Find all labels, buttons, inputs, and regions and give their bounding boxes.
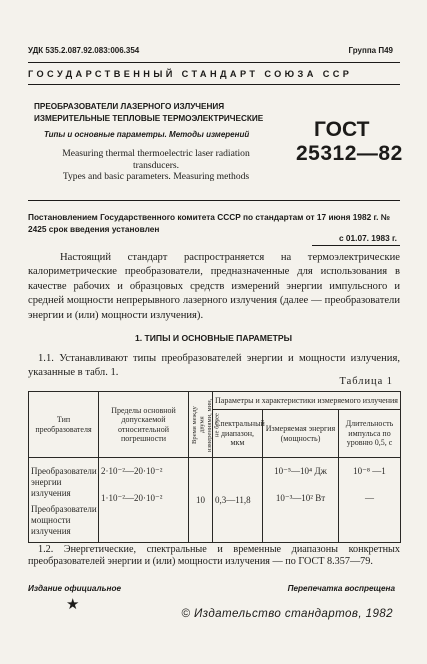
state-standard-heading: ГОСУДАРСТВЕННЫЙ СТАНДАРТ СОЮЗА ССР xyxy=(28,69,353,79)
official-edition: Издание официальное xyxy=(28,584,121,593)
decree-text: Постановлением Государственного комитета СССР по стандартам от 17 июня 1982 г. № 2425 срок введения установлен xyxy=(28,212,391,234)
copyright: © Издательство стандартов, 1982 xyxy=(181,607,393,620)
paragraph-1-2: 1.2. Энергетические, спектральные и временные диапазоны конкретных преобразователей энергии и (или) мощности излучения — по ГОСТ 8.357—79. xyxy=(28,544,400,568)
table-caption: Таблица 1 xyxy=(339,376,393,387)
header-spectral: Спектральный диапазон, мкм xyxy=(213,410,263,458)
heading-rule xyxy=(28,84,400,85)
header-type: Тип преобразователя xyxy=(29,392,99,458)
row-measured-power: 10⁻³—10² Вт xyxy=(275,493,326,503)
title-russian: ПРЕОБРАЗОВАТЕЛИ ЛАЗЕРНОГО ИЗЛУЧЕНИЯ ИЗМЕРИТЕЛЬНЫЕ ТЕПЛОВЫЕ ТЕРМОЭЛЕКТРИЧЕСКИЕ xyxy=(34,102,264,123)
paragraph-1-1: 1.1. Устанавливают типы преобразователей энергии и мощности излучения, указанные в табл. 1. xyxy=(28,353,400,379)
time-value: 10 xyxy=(189,458,213,543)
header-radiation-group: Параметры и характеристики измеряемого излучения xyxy=(213,392,401,410)
row-type-power: Преобразователи мощности излучения xyxy=(31,504,97,536)
group-code: Группа П49 xyxy=(348,46,393,55)
table-row xyxy=(263,458,339,543)
date-rule xyxy=(312,245,400,246)
header-time: Время между двумя измерениями, мин, не более xyxy=(189,392,213,458)
header-duration: Длительность импульса по уровню 0,5, с xyxy=(339,410,401,458)
row-error-power: 1·10⁻²—20·10⁻² xyxy=(101,493,163,503)
top-rule xyxy=(28,62,400,63)
effective-date: с 01.07. 1983 г. xyxy=(339,233,397,243)
row-duration-power: — xyxy=(365,493,374,503)
udk-code: УДК 535.2.087.92.083:006.354 xyxy=(28,46,140,55)
intro-paragraph: Настоящий стандарт распространяется на термоэлектрические калориметрические преобразователи, предназначенные для использования в качестве рабочих и образцовых средств измерений энергии импульсного и средней мощности непрерывного лазерного излучения (далее — преобразователи энергии и (или) мощности излучения). xyxy=(28,252,400,321)
types-table xyxy=(28,391,401,543)
section-title: 1. ТИПЫ И ОСНОВНЫЕ ПАРАМЕТРЫ xyxy=(134,333,293,343)
star-icon: ★ xyxy=(66,595,80,613)
title-english: Measuring thermal thermoelectric laser radiation transducers. Types and basic parameters. Measuring methods xyxy=(62,148,250,182)
row-duration-energy: 10⁻⁸ —1 xyxy=(353,466,386,476)
row-type-energy: Преобразователи энергии излучения xyxy=(31,466,97,498)
row-error-energy: 2·10⁻²—20·10⁻² xyxy=(101,466,163,476)
spectral-value: 0,3—11,8 xyxy=(213,458,263,543)
reprint-notice: Перепечатка воспрещена xyxy=(287,584,395,593)
table-row xyxy=(29,458,99,543)
header-error: Пределы основной допускаемой относительной погрешности xyxy=(99,392,189,458)
decree-rule xyxy=(28,200,400,201)
header-measured: Измеряемая энергия (мощность) xyxy=(263,410,339,458)
gost-label: ГОСТ xyxy=(314,118,370,141)
table-row xyxy=(339,458,401,543)
row-measured-energy: 10⁻⁵—10⁴ Дж xyxy=(274,466,327,476)
table-row xyxy=(99,458,189,543)
gost-number: 25312—82 xyxy=(296,142,403,165)
subtitle-russian: Типы и основные параметры. Методы измерений xyxy=(44,130,250,139)
